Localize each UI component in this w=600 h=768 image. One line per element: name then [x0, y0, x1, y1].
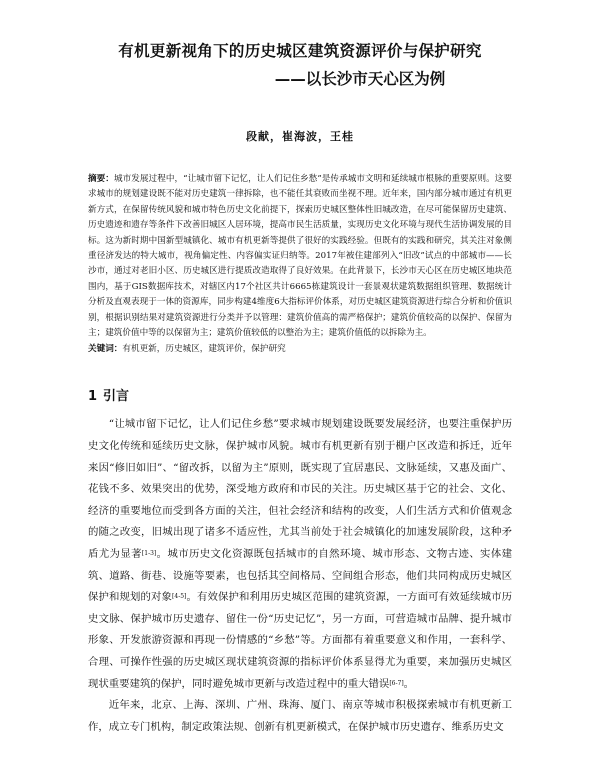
citation-3: [6-7]: [389, 679, 404, 687]
keywords: [88, 342, 512, 357]
paragraph-2: 近年来，北京、上海、深圳、广州、珠海、厦门、南京等城市积极探索城市有机更新工作，成立专门机构，制定政策法规、创新有机更新模式，在保护城市历史遗存、维系历史文: [88, 699, 512, 733]
section-heading: [88, 385, 512, 404]
abstract-text: 城市发展过程中，“让城市留下记忆，让人们记住乡愁”是传承城市文明和延续城市根脉的重要原则。这要求城市的规划建设既不能对历史建筑一律拆除，也不能任其衰败而坐视不理。近年来，国内部分城市通过有机更新方式，在保留传统风貌和城市特色历史文化前提下，探索历史城区整体性旧城改造，在尽可能保留历史建筑、历史遗迹和遗存等条件下改善旧城区人居环境，提高市民生活质量，实现历史文化环境与现代生活协调发展的目标。这为新时期中国新型城镇化、城市有机更新等提供了很好的实践经验。但既有的实践和研究，其关注对象侧重径济发达的特大城市，视角偏定性、内容偏实证归纳等。2017年被住建部列入“旧改”试点的中部城市——长沙市，通过对老旧小区、历史城区进行提质改造取得了良好效果。在此背景下，长沙市天心区在历史城区地块范围内，基于GIS数据库技术，对辖区内17个社区共计6665栋建筑设计一套景观状建筑数据组织管理、数据统计分析及直观表现于一体的资源库，同步构建4维度6大指标评价体系，对历史城区建筑资源进行综合分析和价值识别，根据识别结果对建筑资源进行分类并予以管理：建筑价值高的需严格保护；建筑价值较高的以保护、保留为主；建筑价值中等的以保留为主；建筑价值较低的以整治为主；建筑价值低的以拆除为主。: [88, 174, 512, 339]
keywords-text: 有机更新，历史城区，建筑评价，保护研究: [122, 344, 286, 355]
paper-title: 有机更新视角下的历史城区建筑资源评价与保护研究: [118, 42, 482, 60]
section-number: 1: [88, 389, 98, 405]
paragraph-1-part-b: 。城市历史文化资源既包括城市的自然环境、城市形态、文物古迹、实体建筑、道路、街巷、设施等要素，也包括其空间格局、空间组合形态，他们共同构成历史城区保护和规划的对象: [88, 548, 513, 604]
paragraph-1-part-a: “让城市留下记忆，让人们记住乡愁”要求城市规划建设既要发展经济，也要注重保护历史文化传统和延续历史文脉，保护城市风貌。城市有机更新有别于棚户区改造和拆迁，近年来因“修旧如旧”、“留改拆，以留为主”原则，既实现了宜居惠民、文脉延续，又惠及面广、花钱不多、效果突出的优势，深受地方政府和市民的关注。历史城区基于它的社会、文化、经济的重要地位而受到各方面的关注，但社会经济和结构的改变，人们生活方式和价值观念的随之改变，旧城出现了诸多不适应性，尤其当前处于社会城镇化的加速发展阶段，这种矛盾尤为显著: [88, 418, 512, 561]
paragraph-1-part-d: 。: [403, 677, 415, 690]
abstract: [88, 172, 512, 341]
citation-1: [1-3]: [141, 550, 157, 558]
section-title: 引言: [103, 389, 130, 405]
authors: 段献，崔海波，王桂: [246, 130, 354, 143]
paragraph-1-part-c: 。有效保护和利用历史城区范围的建筑资源，一方面可有效延续城市历史文脉、保护城市历史遗存、留住一份“历史记忆”，另一方面，可营造城市品牌、提升城市形象、开发旅游资源和再现一份情感的“乡愁”等。方面都有着重要意义和作用，一套科学、合理、可操作性强的历史城区现状建筑资源的指标评价体系显得尤为重要，来加强历史城区现状重要建筑的保护，同时避免城市更新与改造过程中的重大错误: [88, 591, 512, 690]
paper-subtitle: ——以长沙市天心区为例: [274, 70, 446, 88]
abstract-label: 摘要：: [88, 174, 114, 184]
paragraph-1: [88, 414, 512, 695]
keywords-label: 关键词：: [88, 344, 123, 355]
citation-2: [4-5]: [172, 593, 187, 601]
